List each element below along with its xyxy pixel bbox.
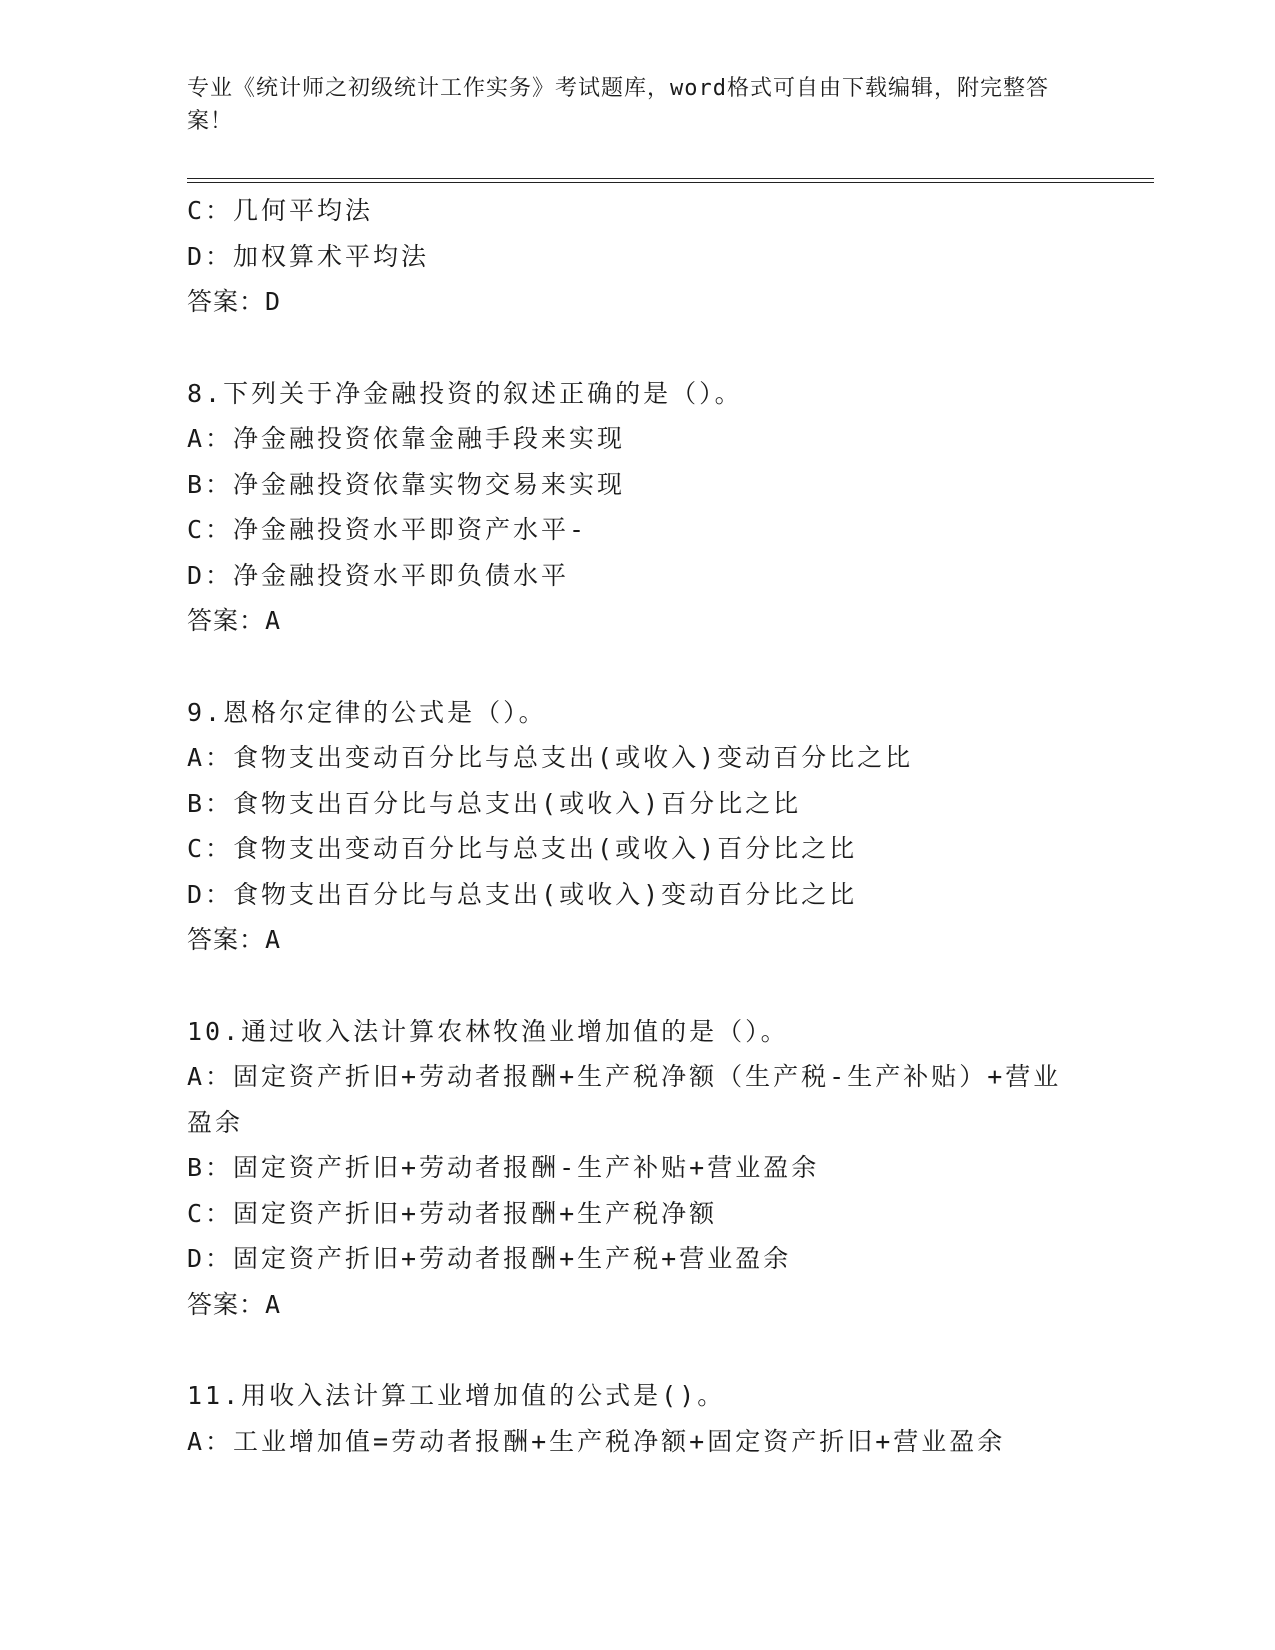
question-9 bbox=[187, 690, 1087, 963]
option-a: A：净金融投资依靠金融手段来实现 bbox=[187, 424, 626, 453]
option-a: A：食物支出变动百分比与总支出(或收入)变动百分比之比 bbox=[187, 743, 914, 772]
question-list bbox=[187, 188, 1087, 1464]
option-c: C：净金融投资水平即资产水平- bbox=[187, 515, 588, 544]
question-stem: 10.通过收入法计算农林牧渔业增加值的是（）。 bbox=[187, 1016, 789, 1046]
option-a: A：固定资产折旧+劳动者报酬+生产税净额（生产税-生产补贴）+营业盈余 bbox=[187, 1062, 1062, 1137]
spacer bbox=[187, 963, 1087, 1009]
option-b: B：净金融投资依靠实物交易来实现 bbox=[187, 469, 626, 499]
option-d: D：固定资产折旧+劳动者报酬+生产税+营业盈余 bbox=[187, 1244, 792, 1273]
option-a: A：工业增加值=劳动者报酬+生产税净额+固定资产折旧+营业盈余 bbox=[187, 1426, 1006, 1456]
header-title: 专业《统计师之初级统计工作实务》考试题库，word格式可自由下载编辑，附完整答案！ bbox=[187, 76, 1049, 134]
question-stem: 9.恩格尔定律的公式是（）。 bbox=[187, 697, 547, 727]
answer-line: 答案：D bbox=[187, 287, 282, 316]
option-d: D：净金融投资水平即负债水平 bbox=[187, 560, 570, 590]
question-11 bbox=[187, 1373, 1087, 1464]
option-d: D：食物支出百分比与总支出(或收入)变动百分比之比 bbox=[187, 879, 858, 909]
question-stem: 8.下列关于净金融投资的叙述正确的是（）。 bbox=[187, 378, 743, 408]
spacer bbox=[187, 1327, 1087, 1373]
option-b: B：固定资产折旧+劳动者报酬-生产补贴+营业盈余 bbox=[187, 1153, 820, 1182]
option-d: D：加权算术平均法 bbox=[187, 241, 430, 271]
option-c: C：固定资产折旧+劳动者报酬+生产税净额 bbox=[187, 1198, 718, 1228]
answer-line: 答案：A bbox=[187, 606, 282, 635]
option-c: C：几何平均法 bbox=[187, 196, 374, 225]
question-10 bbox=[187, 1009, 1087, 1328]
option-c: C：食物支出变动百分比与总支出(或收入)百分比之比 bbox=[187, 834, 858, 863]
question-stem: 11.用收入法计算工业增加值的公式是()。 bbox=[187, 1381, 726, 1410]
document-header bbox=[187, 72, 1067, 138]
answer-line: 答案：A bbox=[187, 925, 282, 954]
question-fragment bbox=[187, 188, 1087, 325]
question-8 bbox=[187, 371, 1087, 644]
option-b: B：食物支出百分比与总支出(或收入)百分比之比 bbox=[187, 788, 802, 818]
spacer bbox=[187, 644, 1087, 690]
header-divider-top bbox=[187, 178, 1154, 179]
answer-line: 答案：A bbox=[187, 1289, 282, 1319]
header-divider-bottom bbox=[187, 182, 1154, 183]
spacer bbox=[187, 325, 1087, 371]
